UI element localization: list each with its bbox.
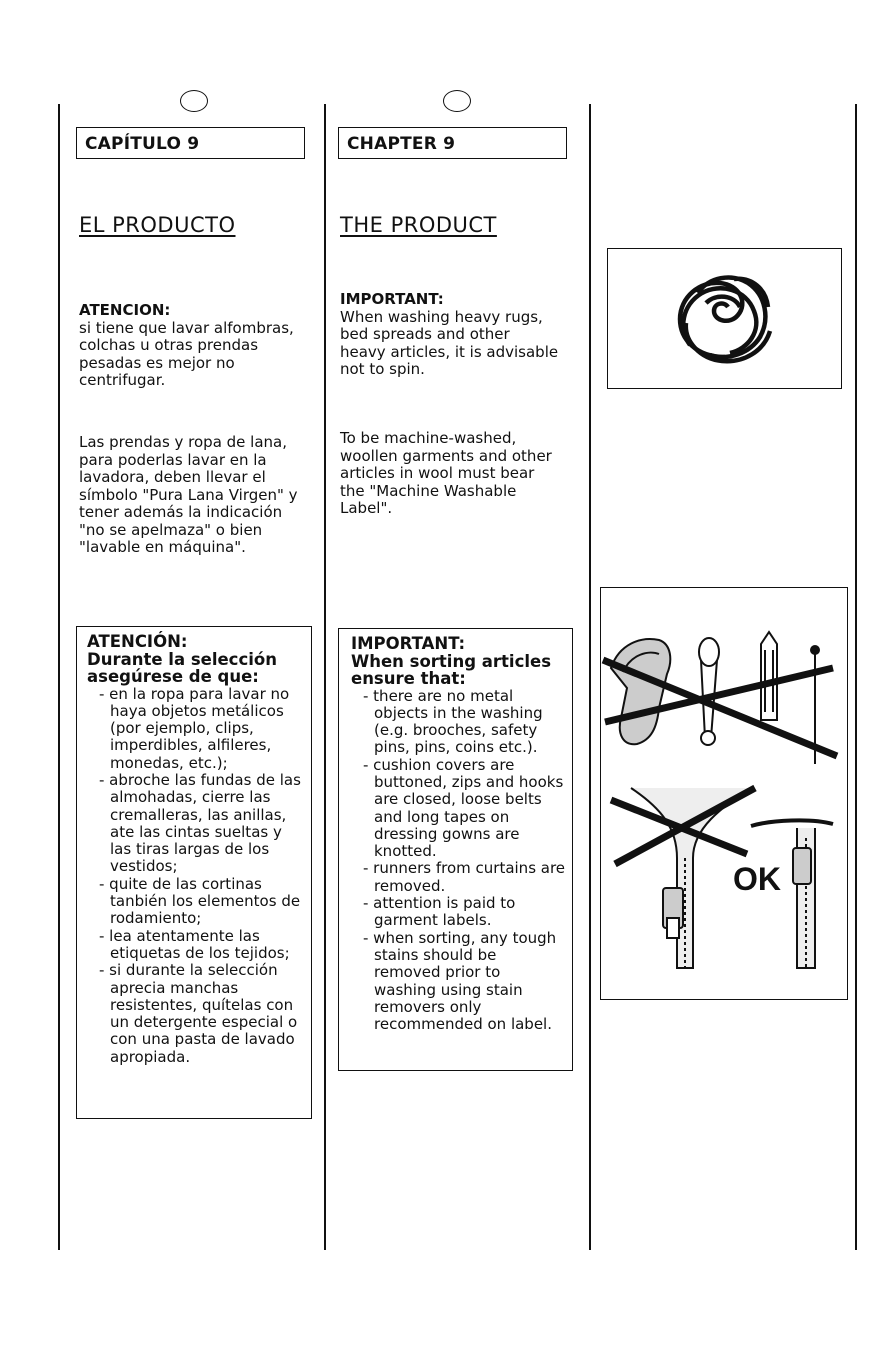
- text-line: símbolo "Pura Lana Virgen" y: [79, 485, 298, 504]
- warning-es: [79, 302, 319, 390]
- text-line: Label".: [340, 499, 393, 517]
- sorting-figure: [600, 587, 848, 1000]
- text-line: woollen garments and other: [340, 446, 552, 465]
- list-item: - attention is paid to garment labels.: [363, 894, 516, 930]
- list-item: - runners from curtains are removed.: [363, 859, 566, 895]
- list-item: - when sorting, any tough stains should be removed prior to washing using stain removers only recommended on label.: [363, 928, 557, 1034]
- text-line: articles in wool must bear: [340, 464, 535, 482]
- text-line: para poderlas lavar en la: [79, 450, 267, 469]
- text-line: centrifugar.: [79, 371, 166, 389]
- language-marker-en: [443, 90, 471, 112]
- column-divider: [324, 104, 326, 1250]
- text-line: To be machine-washed,: [340, 429, 517, 447]
- wool-note-es: [79, 434, 319, 557]
- column-divider: [58, 104, 60, 1250]
- column-divider: [855, 104, 857, 1250]
- wool-note-en: [340, 430, 580, 518]
- list-item: - lea atentamente las etiquetas de los tejidos;: [99, 926, 290, 962]
- section-title-en: THE PRODUCT: [340, 213, 497, 237]
- text-line: lavadora, deben llevar el: [79, 468, 266, 486]
- woolmark-figure: [607, 248, 842, 389]
- text-line: Las prendas y ropa de lana,: [79, 433, 288, 451]
- woolmark-icon: [608, 249, 841, 388]
- list-item: - there are no metal objects in the washing (e.g. brooches, safety pins, pins, coins etc.).: [363, 686, 543, 757]
- text-line: bed spreads and other: [340, 325, 510, 343]
- text-line: si tiene que lavar alfombras,: [79, 318, 294, 337]
- text-line: pesadas es mejor no: [79, 353, 235, 372]
- chapter-heading-es: CAPÍTULO 9: [76, 127, 305, 159]
- list-item: - quite de las cortinas tanbién los elementos de rodamiento;: [99, 874, 301, 928]
- box-heading: asegúrese de que:: [87, 667, 259, 686]
- sorting-box-en: [338, 628, 573, 1071]
- text-line: When washing heavy rugs,: [340, 307, 543, 326]
- column-divider: [589, 104, 591, 1250]
- box-heading: ATENCIÓN:: [87, 632, 188, 651]
- box-heading: IMPORTANT:: [351, 634, 466, 653]
- sorting-list-en: [351, 688, 566, 1034]
- text-line: colchas u otras prendas: [79, 336, 259, 354]
- section-title-es: EL PRODUCTO: [79, 213, 236, 237]
- box-heading: When sorting articles: [351, 651, 552, 671]
- text-line: heavy articles, it is advisable: [340, 342, 559, 361]
- list-item: - en la ropa para lavar no haya objetos metálicos (por ejemplo, clips, imperdibles, alfileres, monedas, etc.);: [99, 684, 290, 772]
- sorting-list-es: [87, 686, 305, 1067]
- box-heading: ensure that:: [351, 669, 466, 688]
- text-line: "lavable en máquina".: [79, 538, 246, 556]
- language-marker-es: [180, 90, 208, 112]
- warning-heading: IMPORTANT:: [340, 290, 444, 308]
- chapter-heading-en: CHAPTER 9: [338, 127, 567, 159]
- box-heading: Durante la selección: [87, 649, 277, 669]
- sorting-illustration: [601, 588, 847, 999]
- text-line: "no se apelmaza" o bien: [79, 520, 263, 539]
- list-item: - abroche las fundas de las almohadas, cierre las cremalleras, las anillas, ate las cintas sueltas y las tiras largas de los vestidos;: [99, 770, 301, 876]
- warning-heading: ATENCION:: [79, 301, 171, 319]
- warning-en: [340, 291, 580, 379]
- list-item: - cushion covers are buttoned, zips and hooks are closed, loose belts and long tapes on dressing gowns are knotted.: [363, 755, 564, 861]
- text-line: the "Machine Washable: [340, 481, 517, 500]
- text-line: tener además la indicación: [79, 503, 283, 521]
- ok-label: OK: [733, 861, 781, 897]
- list-item: - si durante la selección aprecia manchas resistentes, quítelas con un detergente especial o con una pasta de lavado apropiada.: [99, 961, 298, 1066]
- sorting-box-es: [76, 626, 312, 1119]
- text-line: not to spin.: [340, 360, 425, 378]
